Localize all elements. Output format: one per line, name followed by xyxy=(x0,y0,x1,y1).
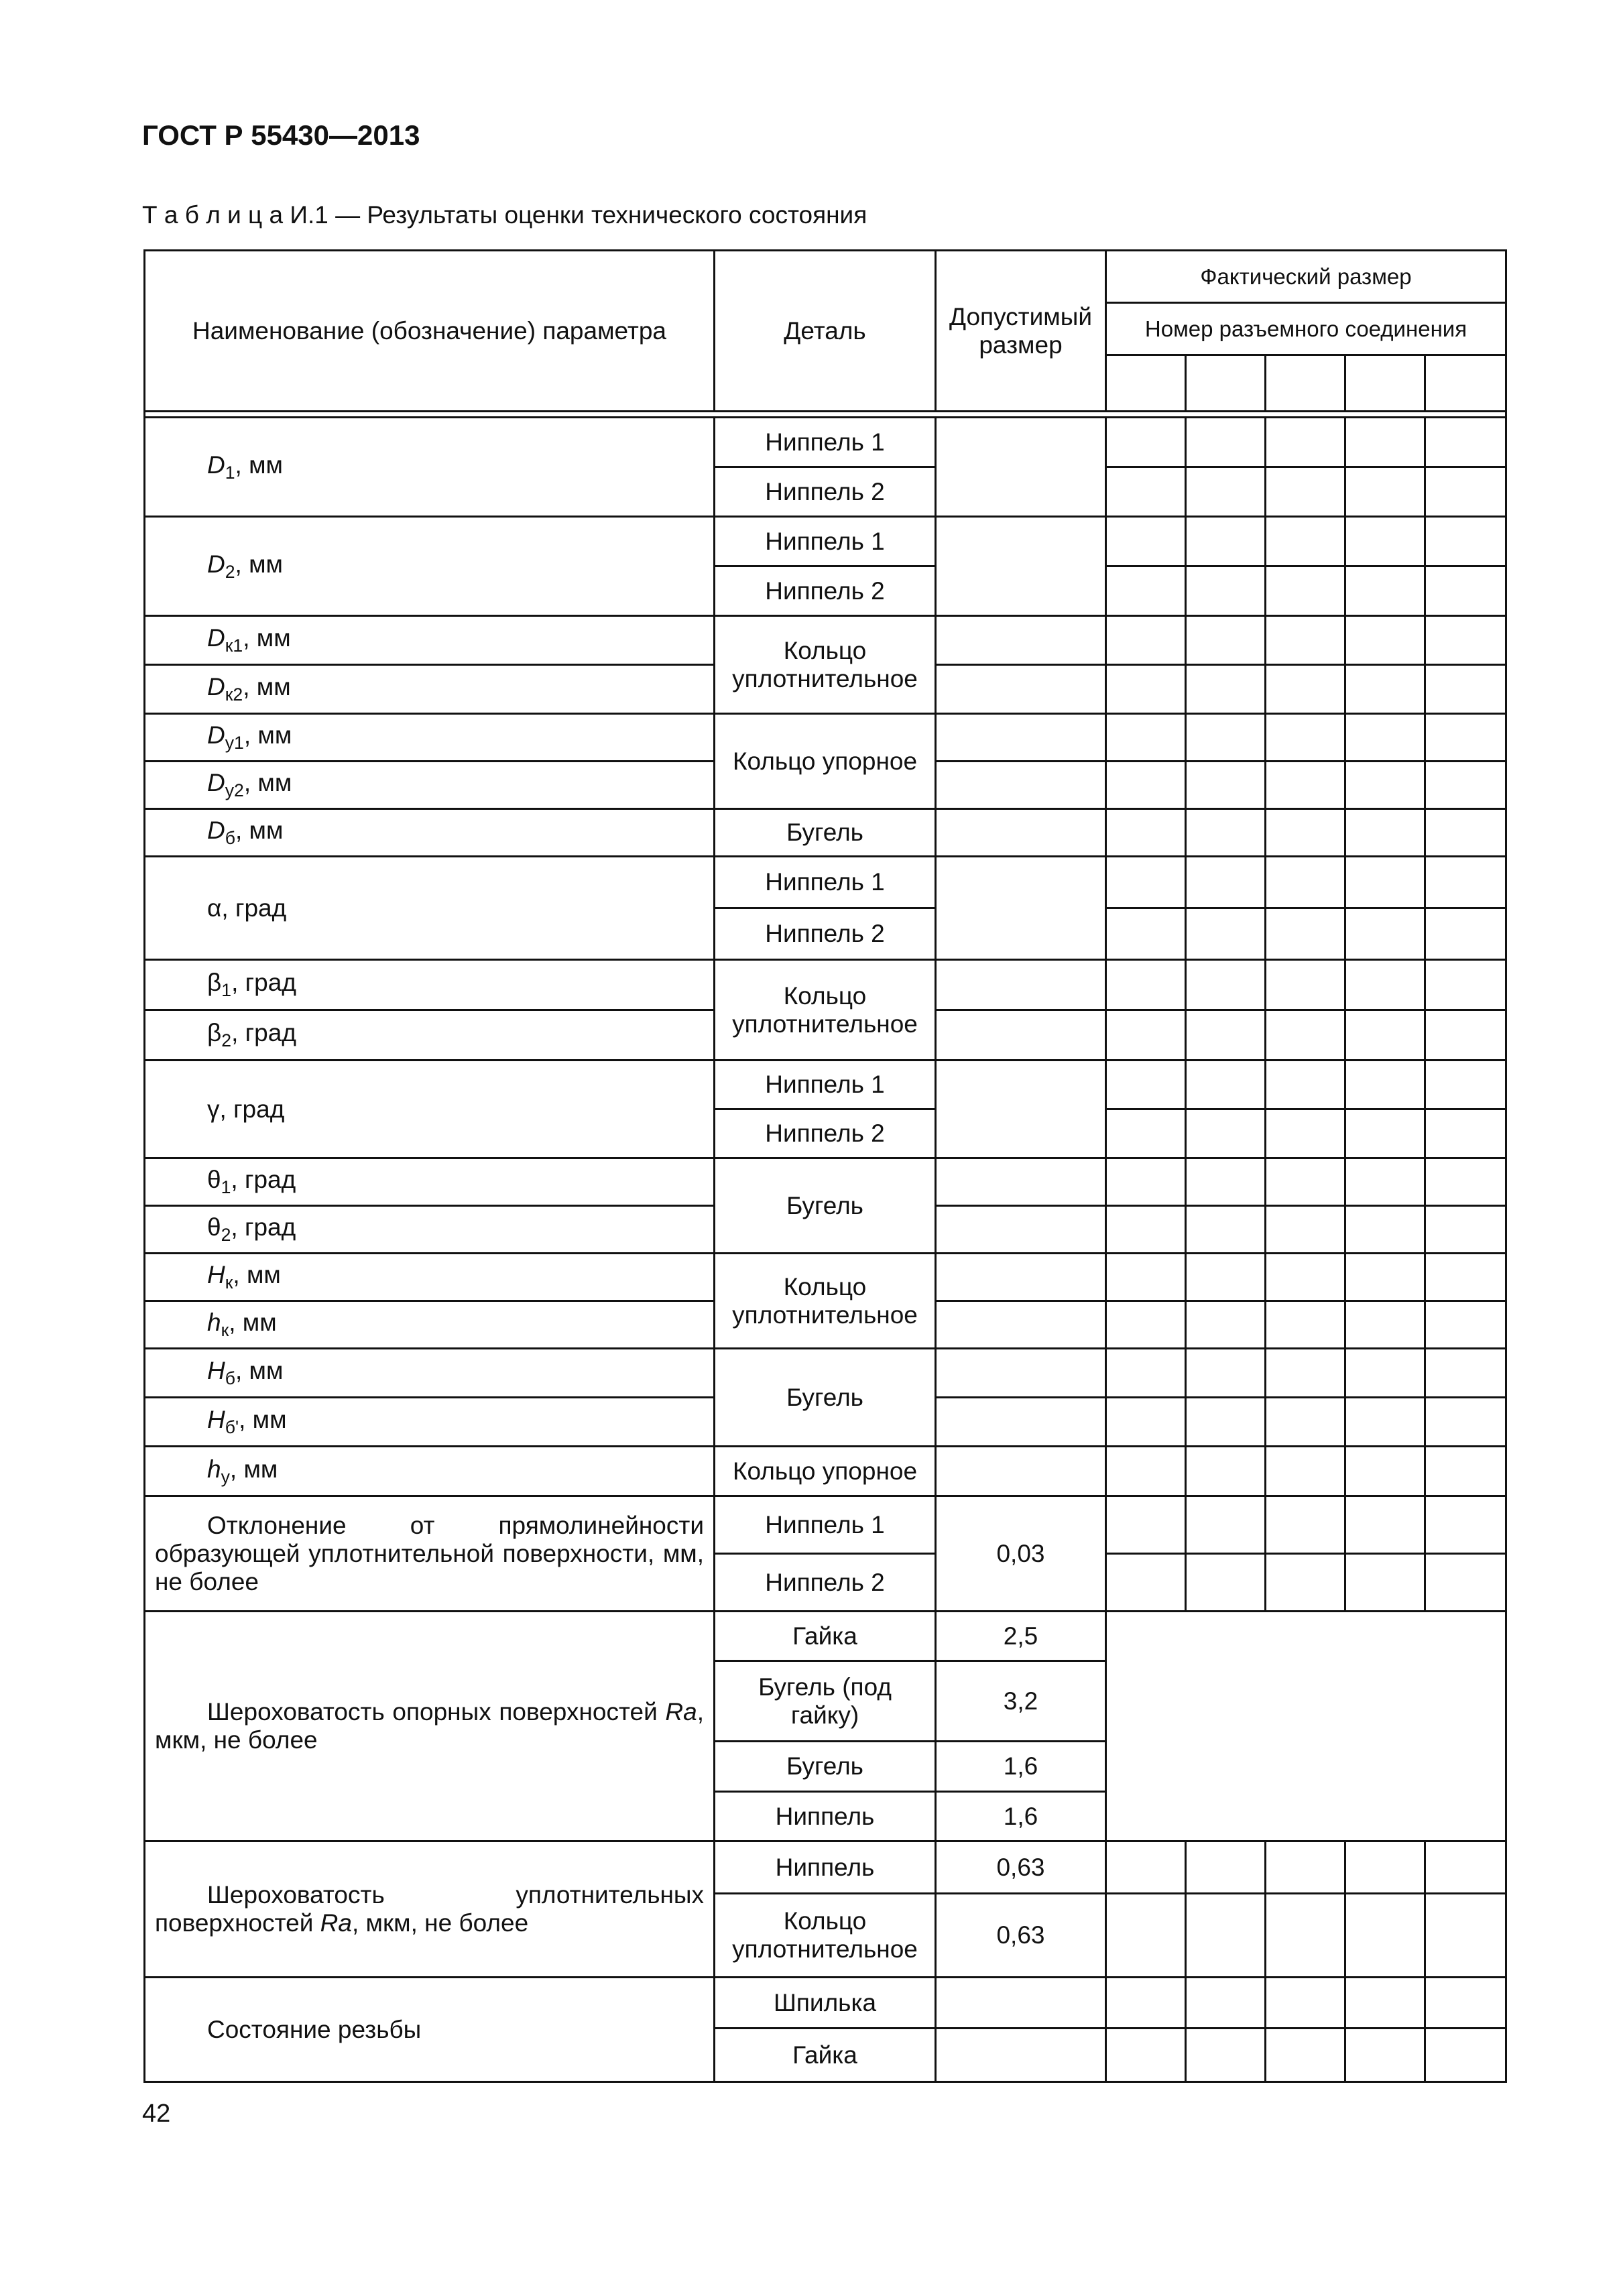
detail-cell: Ниппель 1 xyxy=(715,857,936,908)
table-row xyxy=(145,1841,1506,1894)
detail-cell: Гайка xyxy=(715,2029,936,2082)
table-row xyxy=(145,1612,1506,1661)
caption-title: Результаты оценки технического состояния xyxy=(367,201,867,229)
allowed-cell xyxy=(936,418,1106,517)
allowed-cell: 0,63 xyxy=(936,1894,1106,1978)
header-joint-number: Номер разъемного соединения xyxy=(1106,303,1506,355)
detail-cell: Шпилька xyxy=(715,1978,936,2029)
document-code: ГОСТ Р 55430—2013 xyxy=(142,119,420,151)
param-label: $D_{к1}$, мм xyxy=(145,616,715,665)
detail-cell: Гайка xyxy=(715,1612,936,1661)
header-allowed-size: Допустимый размер xyxy=(936,251,1106,412)
detail-cell: Ниппель 2 xyxy=(715,566,936,616)
detail-cell: Кольцо упорное xyxy=(715,1447,936,1496)
param-label: $H_{б'}$, мм xyxy=(145,1398,715,1447)
param-label: $h_к$, мм xyxy=(145,1301,715,1349)
actual-size-blank xyxy=(1106,1612,1506,1841)
param-label: $\beta_1$, град xyxy=(145,960,715,1010)
detail-cell: Ниппель 1 xyxy=(715,418,936,467)
table-row xyxy=(145,1158,1506,1206)
param-label: Отклонение от прямолинейности образующей уплотнительной поверхности, мм, не более xyxy=(145,1496,715,1612)
param-label: $h_у$, мм xyxy=(145,1447,715,1496)
allowed-cell xyxy=(936,1061,1106,1158)
param-label: $\beta_2$, град xyxy=(145,1010,715,1061)
param-label: α, град xyxy=(145,857,715,960)
param-label: Шероховатость опорных поверхностей Ra, мкм, не более xyxy=(145,1612,715,1841)
detail-cell: Бугель xyxy=(715,1742,936,1792)
detail-cell: Ниппель 2 xyxy=(715,908,936,960)
caption-dash: — xyxy=(335,201,361,229)
header-actual-size: Фактический размер xyxy=(1106,251,1506,303)
param-label: γ, град xyxy=(145,1061,715,1158)
detail-cell: Бугель xyxy=(715,809,936,857)
detail-cell: Ниппель xyxy=(715,1792,936,1841)
allowed-cell xyxy=(936,1978,1106,2029)
detail-cell: Ниппель 2 xyxy=(715,1109,936,1158)
table-caption xyxy=(142,201,867,229)
header-detail: Деталь xyxy=(715,251,936,412)
joint-cell xyxy=(1266,355,1345,412)
param-label: $D_{у2}$, мм xyxy=(145,762,715,809)
param-label: $H_к$, мм xyxy=(145,1254,715,1301)
table-row xyxy=(145,418,1506,467)
detail-cell: Кольцо уплотнительное xyxy=(715,960,936,1061)
param-label: $H_б$, мм xyxy=(145,1349,715,1398)
table-row xyxy=(145,517,1506,566)
allowed-cell xyxy=(936,809,1106,857)
allowed-cell xyxy=(936,1158,1106,1206)
detail-cell: Ниппель 2 xyxy=(715,467,936,517)
param-label: $\theta_2$, град xyxy=(145,1206,715,1254)
allowed-cell xyxy=(936,1398,1106,1447)
detail-cell: Бугель (под гайку) xyxy=(715,1661,936,1742)
joint-cell xyxy=(1345,355,1425,412)
table-row xyxy=(145,809,1506,857)
table-row xyxy=(145,1496,1506,1554)
param-label: $\theta_1$, град xyxy=(145,1158,715,1206)
allowed-cell: 1,6 xyxy=(936,1742,1106,1792)
param-label: $D_1$, мм xyxy=(145,418,715,517)
caption-number: И.1 xyxy=(290,201,328,229)
allowed-cell xyxy=(936,714,1106,762)
table-row xyxy=(145,1061,1506,1109)
table-row xyxy=(145,960,1506,1010)
detail-cell: Кольцо уплотнительное xyxy=(715,1894,936,1978)
allowed-cell xyxy=(936,1254,1106,1301)
allowed-cell xyxy=(936,960,1106,1010)
param-label: Состояние резьбы xyxy=(145,1978,715,2082)
detail-cell: Кольцо уплотнительное xyxy=(715,616,936,714)
param-label: $D_2$, мм xyxy=(145,517,715,616)
detail-cell: Ниппель xyxy=(715,1841,936,1894)
detail-cell: Ниппель 1 xyxy=(715,517,936,566)
allowed-cell xyxy=(936,2029,1106,2082)
allowed-cell xyxy=(936,665,1106,714)
table-row xyxy=(145,714,1506,762)
table-row xyxy=(145,1349,1506,1398)
allowed-cell: 2,5 xyxy=(936,1612,1106,1661)
detail-cell: Ниппель 1 xyxy=(715,1496,936,1554)
joint-cell xyxy=(1186,355,1266,412)
allowed-cell: 0,63 xyxy=(936,1841,1106,1894)
header-parameter: Наименование (обозначение) параметра xyxy=(145,251,715,412)
detail-cell: Ниппель 2 xyxy=(715,1554,936,1612)
detail-cell: Кольцо уплотнительное xyxy=(715,1254,936,1349)
table-row xyxy=(145,857,1506,908)
detail-cell: Бугель xyxy=(715,1349,936,1447)
table-row xyxy=(145,616,1506,665)
table-row xyxy=(145,1254,1506,1301)
allowed-cell xyxy=(936,1447,1106,1496)
detail-cell: Ниппель 1 xyxy=(715,1061,936,1109)
allowed-cell xyxy=(936,1010,1106,1061)
results-table xyxy=(143,249,1507,2083)
allowed-cell xyxy=(936,762,1106,809)
joint-cell xyxy=(1106,355,1186,412)
detail-cell: Бугель xyxy=(715,1158,936,1254)
allowed-cell xyxy=(936,857,1106,960)
detail-cell: Кольцо упорное xyxy=(715,714,936,809)
allowed-cell: 1,6 xyxy=(936,1792,1106,1841)
param-label: $D_{у1}$, мм xyxy=(145,714,715,762)
table-row xyxy=(145,1447,1506,1496)
page-number: 42 xyxy=(142,2100,171,2128)
allowed-cell xyxy=(936,1301,1106,1349)
header-separator xyxy=(145,412,1506,418)
param-label: $D_б$, мм xyxy=(145,809,715,857)
allowed-cell: 3,2 xyxy=(936,1661,1106,1742)
joint-cell xyxy=(1425,355,1506,412)
allowed-cell xyxy=(936,616,1106,665)
allowed-cell xyxy=(936,1206,1106,1254)
table-row xyxy=(145,1978,1506,2029)
param-label: $D_{к2}$, мм xyxy=(145,665,715,714)
allowed-cell: 0,03 xyxy=(936,1496,1106,1612)
caption-label: Т а б л и ц а xyxy=(142,201,284,229)
param-label: Шероховатость уплотнительных поверхностей Ra, мкм, не более xyxy=(145,1841,715,1978)
allowed-cell xyxy=(936,1349,1106,1398)
allowed-cell xyxy=(936,517,1106,616)
